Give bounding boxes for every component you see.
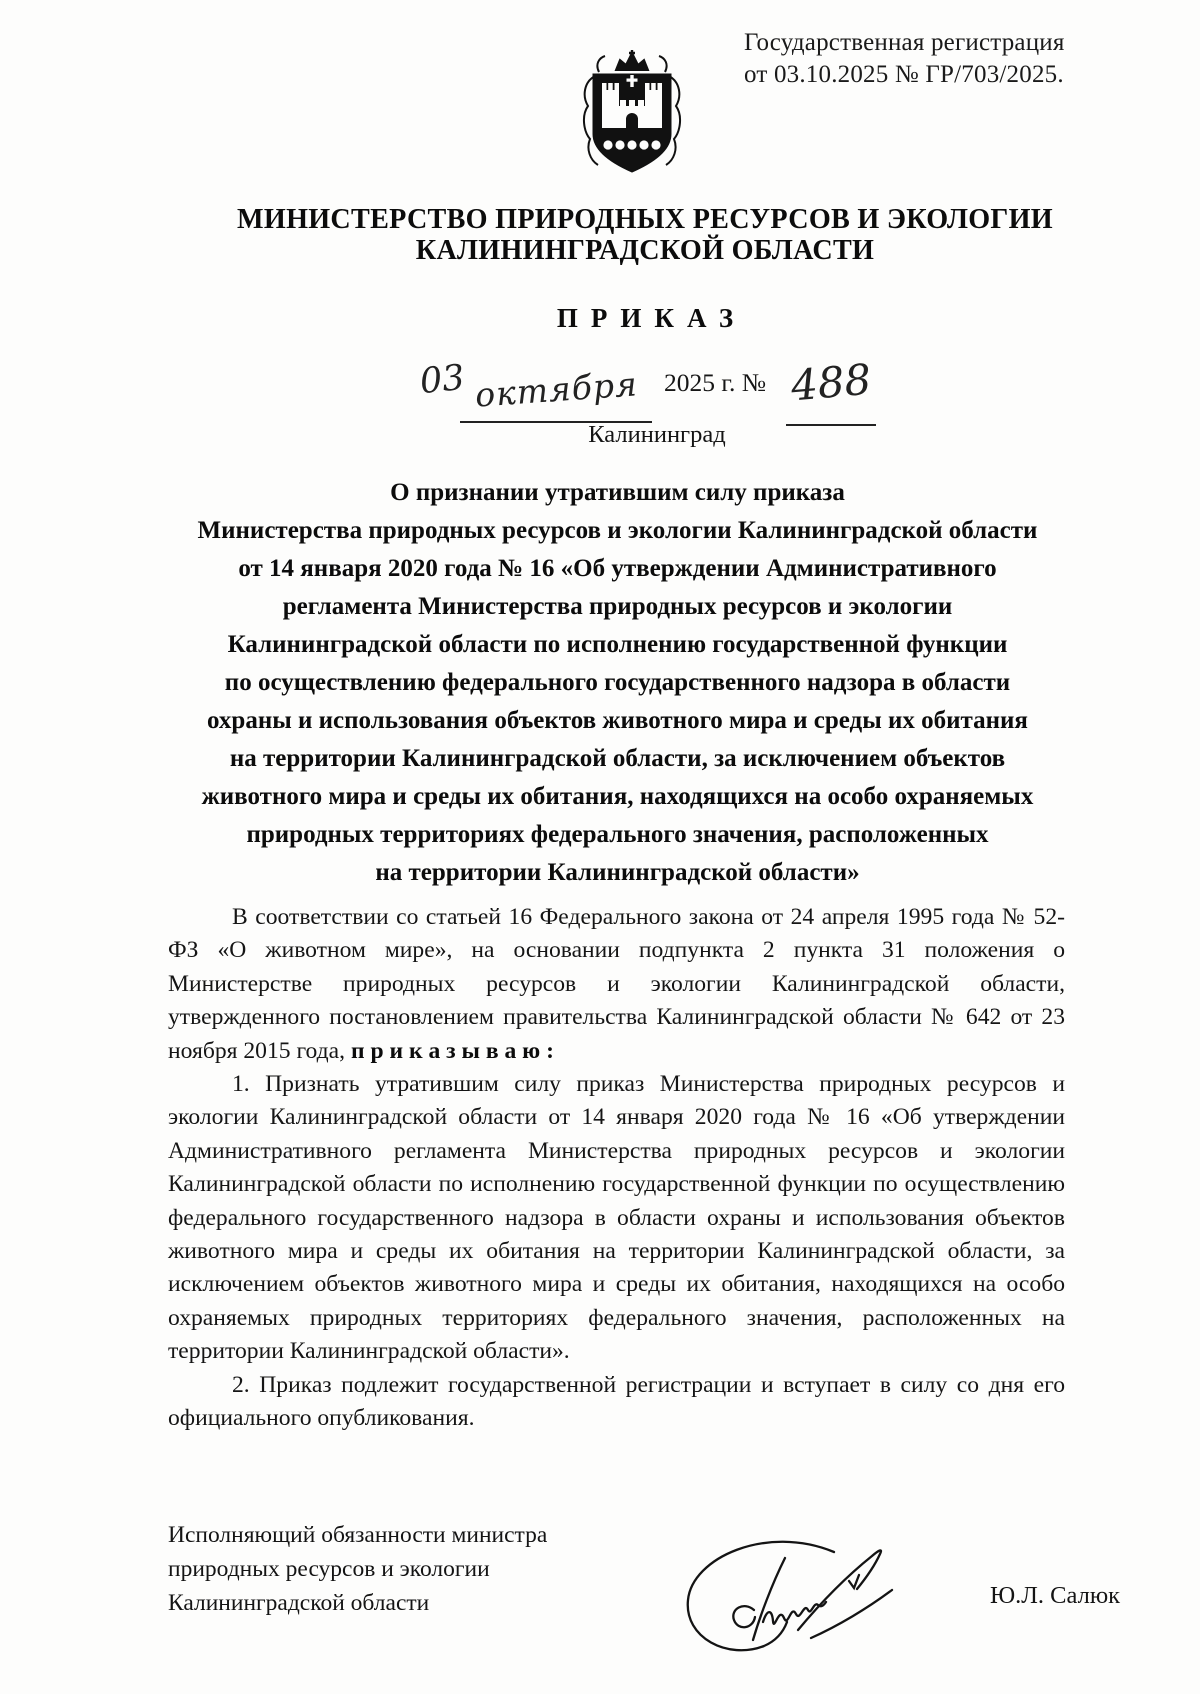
- ministry-name-line-1: МИНИСТЕРСТВО ПРИРОДНЫХ РЕСУРСОВ И ЭКОЛОГИИ: [237, 203, 1053, 235]
- subject-line: охраны и использования объектов животного мира и среды их обитания: [207, 707, 1028, 734]
- signature-block: [168, 1518, 1121, 1678]
- registration-line-2: от 03.10.2025 № ГР/703/2025.: [744, 61, 1064, 88]
- city-label: Калининград: [588, 421, 726, 448]
- month-underline: [460, 344, 652, 423]
- subject-line: животного мира и среды их обитания, находящихся на особо охраняемых: [201, 783, 1034, 810]
- subject-line: на территории Калининградской области, за исключением объектов: [229, 745, 1006, 772]
- preamble-text: В соответствии со статьей 16 Федерального закона от 24 апреля 1995 года № 52-ФЗ «О животном мире», на основании подпункта 2 пункта 31 положения о Министерстве природных ресурсов и экологии Калининградской области, утвержденного постановлением правительства Калининградской области № 642 от 23 ноября 2015 года,: [168, 904, 1065, 1064]
- paragraph-item-2: 2. Приказ подлежит государственной регистрации и вступает в силу со дня его официального опубликования.: [168, 1371, 1065, 1432]
- coat-of-arms-icon: [579, 46, 685, 182]
- subject-line: Калининградской области по исполнению государственной функции: [227, 631, 1008, 658]
- handwritten-doc-number: 488: [788, 354, 874, 411]
- order-verb: п р и к а з ы в а ю :: [350, 1037, 554, 1064]
- signer-name: Ю.Л. Салюк: [990, 1582, 1121, 1609]
- paragraph-preamble: [168, 901, 1065, 1068]
- subject-line: Министерства природных ресурсов и экологии Калининградской области: [197, 517, 1038, 544]
- handwritten-day: 03: [418, 357, 467, 403]
- registration-line-1: Государственная регистрация: [744, 29, 1065, 56]
- signer-position: [168, 1518, 638, 1620]
- ministry-name-line-2: КАЛИНИНГРАДСКОЙ ОБЛАСТИ: [415, 234, 875, 266]
- subject-line: на территории Калининградской области»: [375, 859, 860, 886]
- subject-heading: [155, 474, 1080, 892]
- typed-year-and-number-sign: 2025 г. №: [664, 368, 767, 397]
- ministry-name: [184, 204, 1106, 266]
- handwritten-month: октября: [473, 364, 639, 415]
- subject-line: О признании утратившим силу приказа: [390, 479, 845, 506]
- subject-line: регламента Министерства природных ресурсов и экологии: [282, 593, 953, 620]
- registration-stamp: [744, 27, 1134, 91]
- doc-type-title: ПРИКАЗ: [556, 303, 747, 333]
- subject-line: природных территориях федерального значения, расположенных: [246, 821, 989, 848]
- subject-line: по осуществлению федерального государственного надзора в области: [224, 669, 1011, 696]
- signer-position-line-3: Калининградской области: [168, 1590, 430, 1616]
- number-underline: [786, 344, 876, 426]
- signer-position-line-2: природных ресурсов и экологии: [168, 1556, 490, 1582]
- signer-position-line-1: Исполняющий обязанности министра: [168, 1522, 548, 1548]
- document-body: [168, 901, 1065, 1436]
- handwritten-signature-icon: [666, 1532, 911, 1667]
- subject-line: от 14 января 2020 года № 16 «Об утверждении Административного: [238, 555, 997, 582]
- paragraph-item-1: 1. Признать утратившим силу приказ Министерства природных ресурсов и экологии Калининградской области от 14 января 2020 года № 16 «Об утверждении Административного регламента Министерства природных ресурсов и экологии Калининградской области по исполнению государственной функции по осуществлению федерального государственного надзора в области охраны и использования объектов животного мира и среды их обитания на территории Калининградской области, за исключением объектов животного мира и среды их обитания, находящихся на особо охраняемых природных территориях федерального значения, расположенных на территории Калининградской области».: [168, 1071, 1065, 1365]
